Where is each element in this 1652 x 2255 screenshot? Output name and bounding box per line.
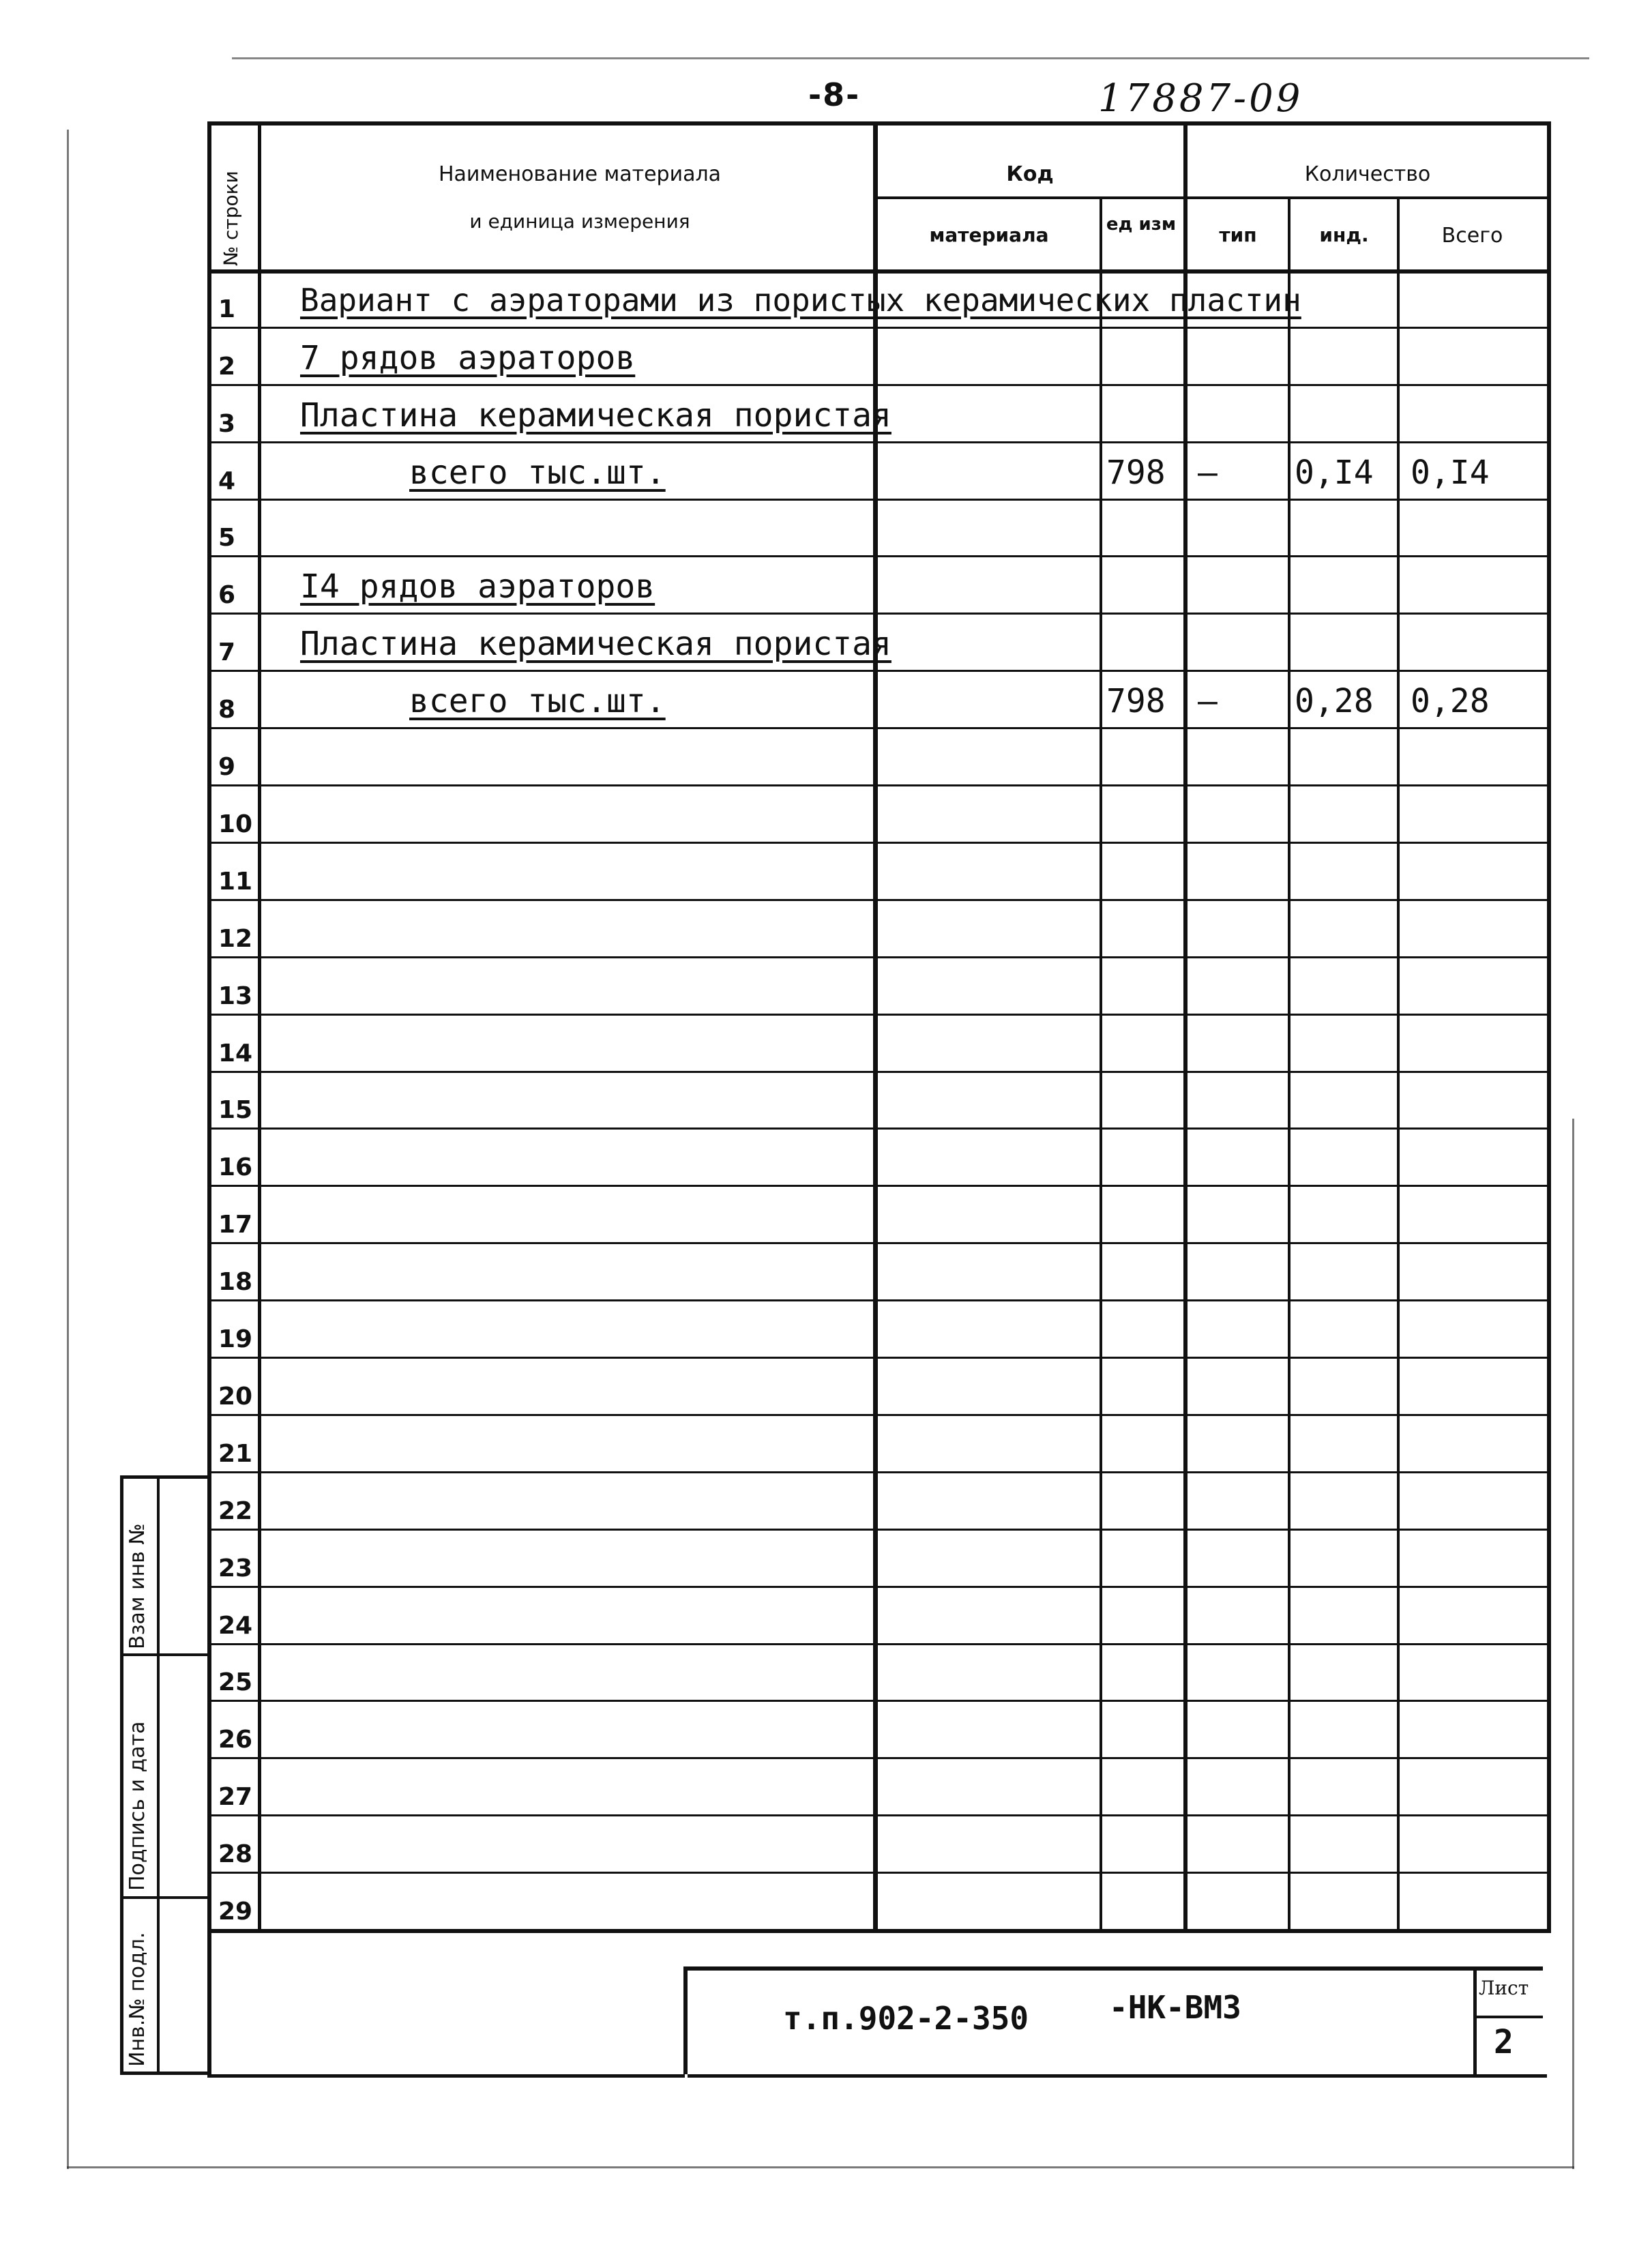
row-number: 17 [218,1211,253,1239]
stamp-sheet-sep [1473,2016,1543,2018]
col-line-unit [1183,121,1188,1929]
side-block-sep2 [120,1896,207,1899]
row-number: 5 [218,524,236,552]
row-separator [207,1757,1551,1759]
cell-name: всего тыс.шт. [409,454,666,492]
cell-ind: 0,I4 [1295,454,1374,492]
cell-unit: 798 [1106,454,1166,492]
document-number: 17887-09 [1098,76,1303,121]
row-number: 12 [218,925,253,953]
row-number: 20 [218,1383,253,1411]
body-bottom [207,1929,1551,1933]
cell-ind: 0,28 [1295,682,1374,720]
cell-name: 7 рядов аэраторов [300,339,636,377]
col-line-num [258,121,261,1929]
row-number: 29 [218,1898,253,1926]
header-qty-type: тип [1219,224,1257,246]
row-separator [207,784,1551,786]
cell-total: 0,28 [1411,682,1490,720]
row-number: 4 [218,467,236,495]
row-number: 27 [218,1783,253,1811]
row-separator [207,327,1551,329]
side-label-inv: Инв.№ подл. [126,1932,149,2067]
row-separator [207,842,1551,844]
row-separator [207,1242,1551,1244]
row-separator [207,499,1551,501]
row-number: 28 [218,1840,253,1868]
cell-name: всего тыс.шт. [409,682,666,720]
stamp-sheet-divider [1473,1966,1477,2074]
header-qty-ind: инд. [1319,224,1369,246]
row-separator [207,1128,1551,1130]
row-number: 15 [218,1096,253,1124]
cell-total: 0,I4 [1411,454,1490,492]
cell-unit: 798 [1106,682,1166,720]
row-separator [207,1357,1551,1359]
col-line-name [873,121,878,1929]
row-separator [207,899,1551,901]
row-separator [207,1185,1551,1187]
frame-left [207,121,211,2074]
row-number: 23 [218,1554,253,1582]
frame-bottom-right [688,2074,1547,2078]
cell-name: Пластина керамическая пористая [300,396,891,434]
stamp-designation: т.п.902-2-350 [783,2000,1029,2037]
side-block-top [120,1475,207,1479]
row-separator [207,1529,1551,1531]
cell-name: Вариант с аэраторами из пористых керамических пластин [300,282,1301,319]
row-number: 7 [218,638,236,666]
row-separator [207,1643,1551,1645]
row-number: 8 [218,696,236,724]
row-number: 14 [218,1040,253,1067]
col-line-material [1100,196,1102,1929]
row-separator [207,1586,1551,1588]
stamp-sheet-number: 2 [1494,2023,1514,2061]
row-number: 13 [218,982,253,1010]
row-separator [207,1014,1551,1016]
side-block-left-edge [120,1475,123,2074]
row-number: 24 [218,1612,253,1640]
row-number: 1 [218,295,236,323]
row-separator [207,1700,1551,1702]
scan-right-line [1572,1119,1574,2169]
frame-top [207,121,1551,126]
side-block-sep1 [120,1653,207,1656]
page-number: -8- [808,76,861,113]
row-separator [207,727,1551,729]
header-name-line1: Наименование материала [438,162,722,186]
frame-bottom-left [207,2074,685,2078]
header-bottom [207,269,1551,274]
row-separator [207,1414,1551,1416]
row-separator [207,613,1551,615]
col-line-type [1288,196,1290,1929]
header-quantity: Количество [1304,162,1431,186]
row-number: 18 [218,1268,253,1296]
scan-bottom-line [67,2166,1574,2168]
stamp-top [683,1966,1543,1971]
side-block-bottom [120,2072,207,2075]
cell-name: I4 рядов аэраторов [300,568,655,606]
header-qty-total: Всего [1441,224,1503,248]
scan-top-line [232,57,1589,59]
row-number: 10 [218,810,253,838]
row-separator [207,1471,1551,1473]
header-name-line2: и единица измерения [469,210,690,233]
row-number: 16 [218,1153,253,1181]
cell-type: – [1198,682,1218,720]
header-row-number: № строки [220,171,242,266]
row-separator [207,384,1551,386]
header-code-unit: ед изм [1106,214,1177,235]
row-number: 22 [218,1497,253,1525]
frame-right [1547,121,1551,1929]
header-code-material: материала [929,224,1049,246]
row-number: 19 [218,1325,253,1353]
scan-left-line [67,130,69,2169]
row-separator [207,1299,1551,1301]
side-label-vzam: Взам инв № [126,1523,149,1649]
col-line-ind [1397,196,1400,1929]
header-code: Код [1006,162,1054,186]
stamp-left [683,1966,688,2074]
cell-type: – [1198,454,1218,492]
row-number: 26 [218,1726,253,1754]
row-separator [207,1872,1551,1874]
row-number: 2 [218,353,236,381]
row-separator [207,555,1551,557]
row-number: 6 [218,581,236,609]
header-sub-line [873,196,1547,199]
side-block-divider [157,1475,160,2074]
row-number: 11 [218,868,253,896]
row-number: 21 [218,1440,253,1468]
row-separator [207,670,1551,672]
row-separator [207,956,1551,958]
row-number: 3 [218,410,236,438]
row-number: 9 [218,753,236,781]
side-label-podpis: Подпись и дата [126,1721,149,1891]
row-number: 25 [218,1668,253,1696]
row-separator [207,441,1551,443]
stamp-suffix: -НК-ВМ3 [1109,1989,1241,2026]
row-separator [207,1071,1551,1073]
stamp-sheet-label: Лист [1479,1977,1529,1999]
row-separator [207,1814,1551,1816]
cell-name: Пластина керамическая пористая [300,625,891,663]
